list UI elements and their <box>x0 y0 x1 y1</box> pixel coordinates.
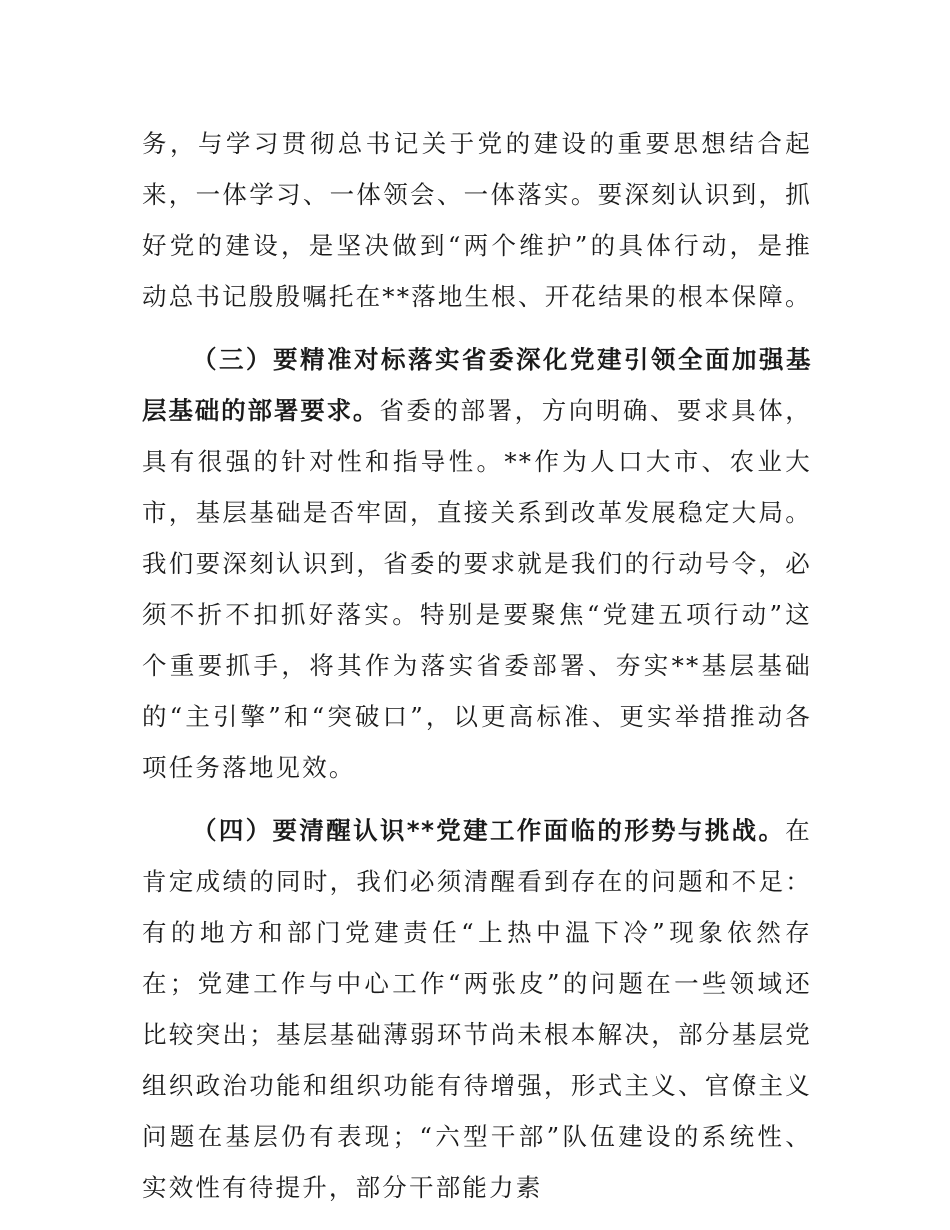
paragraph-section-three <box>142 334 812 793</box>
section-body: 在肯定成绩的同时，我们必须清醒看到存在的问题和不足：有的地方和部门党建责任“上热中温下冷”现象依然存在；党建工作与中心工作“两张皮”的问题在一些领域还比较突出；基层基础薄弱环节尚未根本解决，部分基层党组织政治功能和组织功能有待增强，形式主义、官僚主义问题在基层仍有表现；“六型干部”队伍建设的系统性、实效性有待提升，部分干部能力素 <box>142 816 812 1202</box>
paragraph-gap <box>142 793 812 805</box>
section-heading: （四）要清醒认识**党建工作面临的形势与挑战。 <box>192 816 786 845</box>
paragraph-gap <box>142 322 812 334</box>
paragraph-text: 务，与学习贯彻总书记关于党的建设的重要思想结合起来，一体学习、一体领会、一体落实。要深刻认识到，抓好党的建设，是坚决做到“两个维护”的具体行动，是推动总书记殷殷嘱托在**落地生根、开花结果的根本保障。 <box>142 129 812 311</box>
paragraph-section-four <box>142 805 812 1213</box>
paragraph-continued <box>142 118 812 322</box>
section-heading: （三）要精准对标落实省委深化党建引领全面加强基层基础的部署要求。 <box>142 345 812 425</box>
section-body: 省委的部署，方向明确、要求具体，具有很强的针对性和指导性。**作为人口大市、农业大市，基层基础是否牢固，直接关系到改革发展稳定大局。我们要深刻认识到，省委的要求就是我们的行动号令，必须不折不扣抓好落实。特别是要聚焦“党建五项行动”这个重要抓手，将其作为落实省委部署、夯实**基层基础的“主引擎”和“突破口”，以更高标准、更实举措推动各项任务落地见效。 <box>142 396 813 782</box>
document-page <box>142 118 812 1213</box>
